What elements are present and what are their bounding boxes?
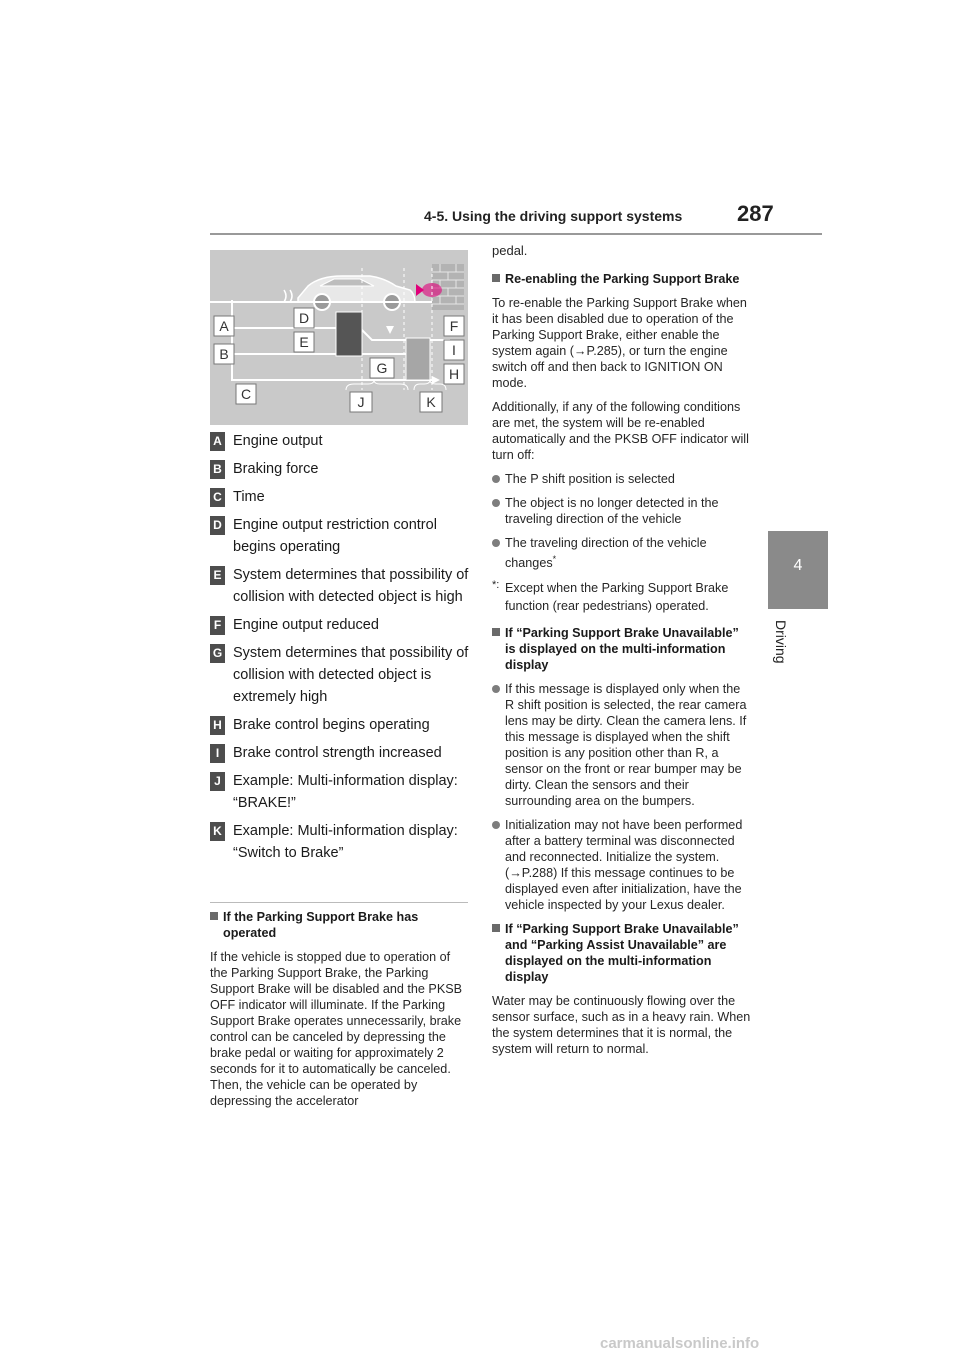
legend-text: Example: Multi-information display: “Switch to Brake”	[233, 823, 458, 861]
legend-text: Engine output reduced	[233, 617, 379, 633]
diagram-label-g: G	[376, 360, 388, 376]
bullet-dot-icon	[492, 821, 500, 829]
parking-support-brake-diagram	[210, 250, 468, 425]
section-title: 4-5. Using the driving support systems	[424, 208, 683, 224]
footnote-marker: *:	[492, 579, 500, 592]
diagram-label-a: A	[219, 318, 229, 334]
bullet-dot-icon	[492, 539, 500, 547]
square-bullet-icon	[210, 912, 218, 920]
legend-badge: B	[210, 460, 225, 479]
brace-k	[414, 380, 446, 390]
legend-badge: C	[210, 488, 225, 507]
legend-badge: J	[210, 772, 225, 791]
paragraph-re-enable: To re-enable the Parking Support Brake when it has been disabled due to operation of the Parking Support Brake, either enable the system again (→P.285), or turn the engine switch off and then back to IGNITION ON mode.	[492, 296, 747, 390]
heading-parking-support-brake-operated: If the Parking Support Brake has operated	[210, 909, 468, 941]
legend-badge: D	[210, 516, 225, 535]
paragraph-continuation: pedal.	[492, 243, 528, 258]
bullet-item: The traveling direction of the vehicle changes*	[492, 535, 752, 571]
diagram-label-i: I	[452, 342, 456, 358]
legend-item	[210, 742, 472, 764]
legend-text: Braking force	[233, 461, 319, 477]
header-rule	[210, 233, 822, 235]
footnote-reference: *	[552, 554, 557, 564]
legend-text: Engine output	[233, 433, 323, 449]
diagram-label-e: E	[299, 334, 309, 350]
braking-force-line	[232, 344, 428, 356]
legend-item	[210, 614, 472, 636]
legend-badge: G	[210, 644, 225, 663]
square-bullet-icon	[492, 924, 500, 932]
heading-psb-unavailable: If “Parking Support Brake Unavailable” is displayed on the multi-information display	[492, 625, 752, 673]
block-engine-restriction	[336, 312, 362, 356]
legend-text: Time	[233, 489, 265, 505]
time-arrowhead	[432, 376, 440, 384]
chapter-label: Driving	[773, 620, 789, 664]
bullet-dot-icon	[492, 499, 500, 507]
bullet-item: If this message is displayed only when the R shift position is selected, the rear camera lens may be dirty. Clean the camera lens. If this message is displayed when the shift position is any position other than R, a sensor on the front or rear bumper may be dirty. Clean the sensors and their surrounding area on the bumpers.	[492, 681, 752, 809]
square-bullet-icon	[492, 274, 500, 282]
chapter-number: 4	[793, 557, 803, 574]
engine-reduced-marker	[386, 326, 394, 334]
bullet-item: The object is no longer detected in the traveling direction of the vehicle	[492, 495, 752, 527]
paragraph-conditions: Additionally, if any of the following conditions are met, the system will be re-enabled automatically and the PKSB OFF indicator will turn off:	[492, 400, 749, 462]
bullet-item: Initialization may not have been performed after a battery terminal was disconnected and reconnected. Initialize the system. (→P.288) If this message continues to be displayed even after initialization, have the vehicle inspected by your Lexus dealer.	[492, 817, 752, 913]
legend-badge: F	[210, 616, 225, 635]
bullet-dot-icon	[492, 685, 500, 693]
legend-text: Example: Multi-information display: “BRAKE!”	[233, 773, 458, 811]
bullet-item: The P shift position is selected	[492, 471, 752, 487]
diagram-label-h: H	[448, 366, 460, 382]
legend-item	[210, 458, 472, 480]
diagram-label-f: F	[449, 318, 459, 334]
paragraph-operated: If the vehicle is stopped due to operation of the Parking Support Brake, the Parking Support Brake will be disabled and the PKSB OFF indicator will illuminate. If the Parking Support Brake operates unnecessarily, brake control can be canceled by depressing the brake pedal or waiting for approximately 2 seconds for it to automatically be canceled. Then, the vehicle can be operated by depressing the accelerator	[210, 950, 463, 1108]
diagram-svg	[210, 250, 468, 425]
left-column	[210, 909, 468, 1117]
legend-item	[210, 564, 472, 608]
footnote: *: Except when the Parking Support Brake function (rear pedestrians) operated.	[492, 579, 752, 615]
legend-badge: E	[210, 566, 225, 585]
legend-text: System determines that possibility of collision with detected object is high	[233, 567, 469, 605]
legend-badge: H	[210, 716, 225, 735]
block-brake-control	[406, 338, 430, 380]
watermark: carmanualsonline.info	[600, 1335, 760, 1352]
diagram-label-d: D	[298, 310, 310, 326]
legend-item	[210, 642, 472, 708]
legend-text: Brake control strength increased	[233, 745, 442, 761]
legend-badge: I	[210, 744, 225, 763]
page-number: 287	[737, 201, 774, 226]
legend-badge: K	[210, 822, 225, 841]
brace-j	[346, 380, 408, 390]
legend-item	[210, 430, 472, 452]
legend-text: Brake control begins operating	[233, 717, 430, 733]
section-divider	[210, 902, 468, 903]
diagram-label-b: B	[219, 346, 229, 362]
paragraph-water: Water may be continuously flowing over the sensor surface, such as in a heavy rain. When the system determines that it is normal, the system will return to normal.	[492, 994, 751, 1057]
legend-item	[210, 514, 472, 558]
heading-psb-and-pa-unavailable: If “Parking Support Brake Unavailable” and “Parking Assist Unavailable” are displayed on the multi-information display	[492, 921, 752, 985]
legend-text: System determines that possibility of collision with detected object is extremely high	[233, 645, 469, 705]
legend-item	[210, 770, 472, 814]
diagram-label-j: J	[357, 394, 365, 410]
legend-badge: A	[210, 432, 225, 451]
legend-item	[210, 714, 472, 736]
diagram-label-c: C	[240, 386, 252, 402]
chapter-tab	[768, 531, 828, 609]
bullet-dot-icon	[492, 475, 500, 483]
legend-item	[210, 486, 472, 508]
right-column	[492, 243, 752, 1065]
diagram-legend	[210, 430, 472, 870]
car-illustration	[284, 276, 442, 310]
legend-item	[210, 820, 472, 864]
square-bullet-icon	[492, 628, 500, 636]
heading-re-enabling: Re-enabling the Parking Support Brake	[492, 271, 752, 287]
diagram-label-k: K	[426, 394, 436, 410]
legend-text: Engine output restriction control begins operating	[233, 517, 437, 555]
